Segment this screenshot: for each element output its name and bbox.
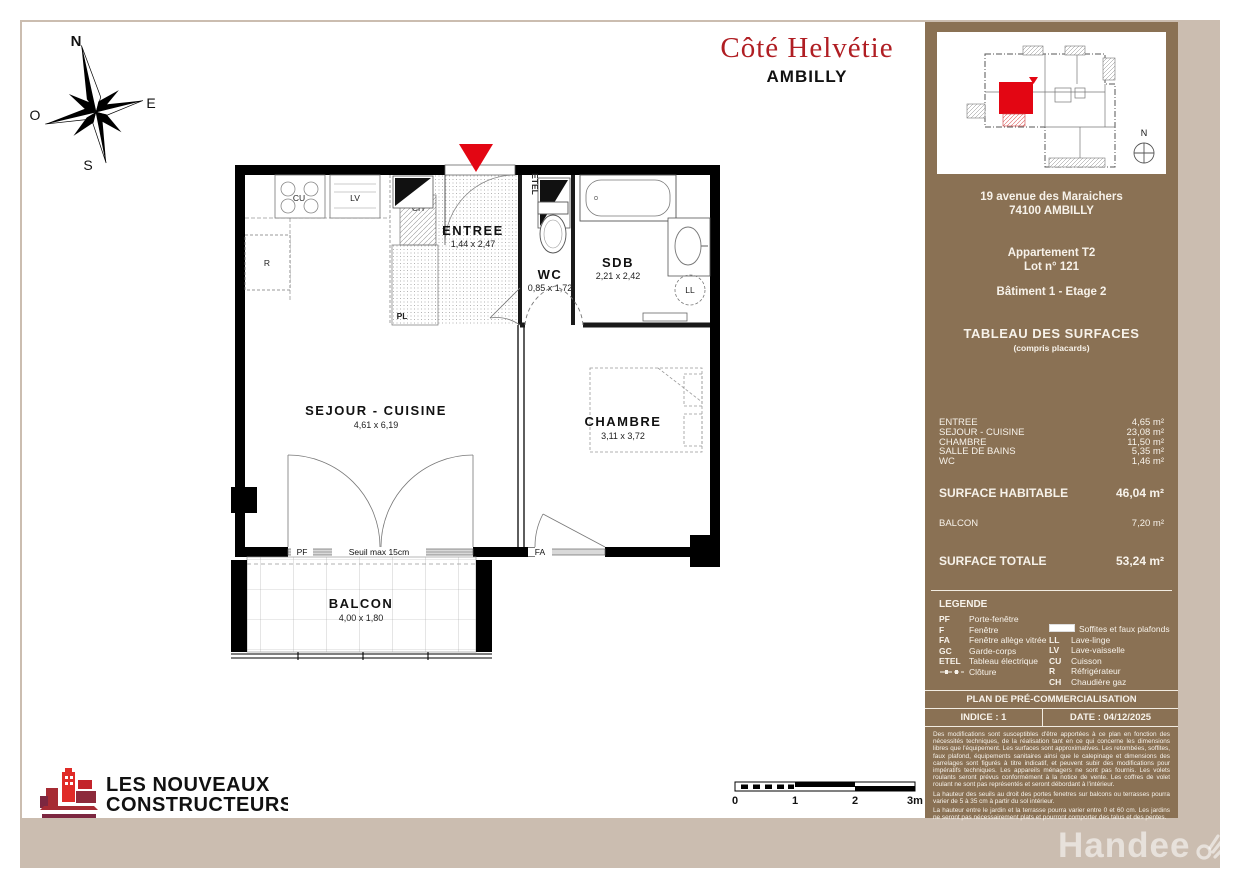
table-row bbox=[939, 447, 1164, 457]
compass-e: E bbox=[146, 95, 156, 111]
apartment-type: Appartement T2 bbox=[1007, 247, 1096, 259]
disclaimer-p3: La hauteur entre le jardin et la terrasse pourra varier entre 0 et 60 cm. Les jardins ne seront pas nécessairement plats et pourront comporter des talus et des pentes. bbox=[933, 807, 1170, 822]
room-sejour-dims: 4,61 x 6,19 bbox=[353, 420, 399, 430]
compass-s: S bbox=[83, 157, 93, 173]
disclaimer-p1: Des modifications sont susceptibles d'être apportées à ce plan en fonction des nécessités techniques, de la réalisation tant en ce qui concerne les dimensions libres que l'équipement. Les surfaces sont approximatives. Les retombées, soffites, faux plafond, équipements sanitaires ainsi que le calepinage et dimensions des carrelages sont figurés à titre indicatif, et peuvent subir des modifications pour impératifs techniques. Les appareils ménagers ne sont pas fournis. Les volets roulants seront prévus conformément à la notice de vente. Les coffres de volet roulant ne sont pas représentés et seront débordant à l'intérieur. bbox=[933, 731, 1170, 789]
scale-3m: 3m bbox=[907, 795, 923, 807]
legend-abbr: LL bbox=[1049, 634, 1060, 645]
ll-label: LL bbox=[685, 285, 695, 295]
scale-2: 2 bbox=[851, 795, 859, 807]
floor-key-plan bbox=[937, 32, 1166, 174]
room-sdb: SDB bbox=[602, 255, 634, 270]
legend-abbr: CU bbox=[1049, 655, 1062, 666]
lnc-buildings-icon bbox=[40, 768, 98, 816]
floor-plan bbox=[228, 140, 728, 700]
legend-abbr: PF bbox=[939, 614, 950, 624]
legend-label: Garde-corps bbox=[969, 645, 1017, 656]
legend-label: Clôture bbox=[969, 666, 997, 677]
legend-abbr: R bbox=[1049, 666, 1056, 676]
lnc-logo-line1: LES NOUVEAUX bbox=[106, 774, 270, 796]
cloture-symbol-icon bbox=[939, 667, 969, 678]
address-block bbox=[925, 190, 1178, 218]
surface-totale-row bbox=[939, 554, 1164, 568]
row-label: CHAMBRE bbox=[939, 436, 987, 448]
legend-label: Porte-fenêtre bbox=[969, 614, 1019, 624]
legend-item bbox=[939, 625, 1047, 636]
table-row bbox=[939, 457, 1164, 467]
sheet-content bbox=[22, 22, 1178, 822]
room-balcon-dims: 4,00 x 1,80 bbox=[338, 613, 384, 623]
legend-abbr: ETEL bbox=[939, 656, 961, 666]
row-label: WC bbox=[939, 456, 955, 468]
legend-label: Fenêtre allège vitrée bbox=[969, 635, 1047, 645]
row-label: ENTREE bbox=[939, 417, 978, 428]
legend-item bbox=[1049, 635, 1171, 646]
room-sdb-dims: 2,21 x 2,42 bbox=[595, 271, 641, 281]
etel-label: ETEL bbox=[530, 173, 540, 195]
legend-title: LEGENDE bbox=[939, 599, 988, 610]
legend-item bbox=[1049, 666, 1171, 677]
indice-cell: INDICE : 1 bbox=[925, 709, 1043, 726]
row-value: 23,08 m² bbox=[1126, 426, 1164, 438]
legend-label: Cuisson bbox=[1071, 655, 1102, 666]
radiator bbox=[643, 313, 687, 321]
indice-date-row bbox=[925, 709, 1178, 727]
minimap-balcony bbox=[1023, 46, 1043, 55]
row-value: 5,35 m² bbox=[1131, 446, 1164, 458]
surfaces-subtitle: (compris placards) bbox=[1013, 343, 1090, 353]
entree-floor bbox=[434, 175, 520, 325]
compass-rose bbox=[26, 24, 166, 184]
legend-item bbox=[939, 656, 1047, 667]
lnc-logo-line2: CONSTRUCTEURS bbox=[106, 794, 288, 816]
row-value: 1,46 m² bbox=[1131, 456, 1164, 468]
date-cell: DATE : 04/12/2025 bbox=[1069, 712, 1152, 723]
seuil-label: Seuil max 15cm bbox=[348, 547, 410, 557]
room-wc: WC bbox=[537, 267, 563, 282]
minimap-highlighted-unit bbox=[999, 82, 1033, 114]
minimap-north-label: N bbox=[1140, 128, 1148, 138]
scale-bar bbox=[725, 774, 935, 816]
address-line1: 19 avenue des Maraichers bbox=[980, 191, 1123, 203]
minimap-compass-icon bbox=[1134, 143, 1154, 163]
legend-label: Lave-vaisselle bbox=[1071, 645, 1125, 655]
disclaimer-text bbox=[933, 731, 1170, 823]
minimap-balcony bbox=[1049, 158, 1105, 167]
minimap-balcony bbox=[967, 104, 985, 118]
project-title-block bbox=[662, 32, 952, 87]
room-balcon: BALCON bbox=[328, 596, 394, 611]
entry-door-opening bbox=[445, 165, 515, 175]
dishwasher-label: LV bbox=[350, 193, 360, 203]
scale-0: 0 bbox=[731, 795, 739, 807]
legend-item bbox=[939, 635, 1047, 646]
legend-abbr: LV bbox=[1049, 645, 1060, 655]
legend-label: Soffites et faux plafonds bbox=[1079, 624, 1170, 634]
project-city: AMBILLY bbox=[766, 67, 848, 86]
legend-abbr: CH bbox=[1049, 676, 1062, 687]
legend-item bbox=[939, 646, 1047, 657]
pl-label: PL bbox=[396, 311, 408, 321]
legend-label: Réfrigérateur bbox=[1071, 666, 1121, 676]
legend-item bbox=[939, 614, 1047, 625]
room-entree-dims: 1,44 x 2,47 bbox=[450, 239, 496, 249]
balcon-row bbox=[939, 518, 1164, 529]
habitable-label: SURFACE HABITABLE bbox=[939, 486, 1069, 500]
surfaces-table bbox=[939, 418, 1164, 467]
compass-o: O bbox=[29, 107, 41, 123]
watermark bbox=[1058, 826, 1224, 866]
legend-left-column bbox=[939, 614, 1047, 677]
watermark-text: Handee bbox=[1058, 826, 1191, 865]
fa-label: FA bbox=[534, 547, 546, 557]
plan-type-banner: PLAN DE PRÉ-COMMERCIALISATION bbox=[925, 690, 1178, 709]
row-value: 4,65 m² bbox=[1131, 417, 1164, 428]
minimap-balcony bbox=[1103, 58, 1115, 80]
legend-label: Lave-linge bbox=[1071, 634, 1111, 645]
apartment-block bbox=[925, 246, 1178, 274]
fa-window-swing bbox=[535, 514, 605, 547]
balcony-railing bbox=[231, 652, 492, 660]
surfaces-title: TABLEAU DES SURFACES bbox=[963, 326, 1140, 341]
info-sidebar bbox=[925, 22, 1178, 822]
legend-item bbox=[1049, 624, 1171, 635]
toilet-tank bbox=[538, 202, 568, 214]
lot-number: Lot n° 121 bbox=[1023, 261, 1080, 273]
totale-label: SURFACE TOTALE bbox=[939, 554, 1047, 568]
compass-n: N bbox=[70, 33, 82, 50]
legend-right-column bbox=[1049, 624, 1171, 687]
pf-door-swing bbox=[288, 455, 473, 547]
balcon-label: BALCON bbox=[939, 518, 979, 529]
surface-habitable-row bbox=[939, 486, 1164, 500]
address-line2: 74100 AMBILLY bbox=[1009, 205, 1094, 217]
row-label: SALLE DE BAINS bbox=[939, 446, 1016, 458]
cooktop-label: CU bbox=[292, 193, 306, 203]
row-label: SEJOUR - CUISINE bbox=[939, 426, 1025, 438]
legend-item bbox=[939, 667, 1047, 678]
habitable-value: 46,04 m² bbox=[1115, 486, 1164, 500]
legend-item bbox=[1049, 656, 1171, 667]
legend-item bbox=[1049, 645, 1171, 656]
legend-abbr: GC bbox=[939, 645, 952, 656]
room-chambre-dims: 3,11 x 3,72 bbox=[601, 431, 645, 441]
totale-value: 53,24 m² bbox=[1115, 554, 1164, 568]
minimap-balcony bbox=[1065, 46, 1085, 55]
scale-1: 1 bbox=[791, 795, 799, 807]
project-title: Côté Helvétie bbox=[720, 32, 894, 64]
legend-label: Chaudière gaz bbox=[1071, 676, 1127, 687]
row-value: 11,50 m² bbox=[1127, 436, 1164, 448]
legend-label: Tableau électrique bbox=[969, 656, 1038, 666]
ok-hand-icon bbox=[1194, 830, 1224, 862]
legend-label: Fenêtre bbox=[969, 624, 999, 635]
room-chambre: CHAMBRE bbox=[584, 414, 662, 429]
legend-item bbox=[1049, 677, 1171, 688]
soffit-swatch bbox=[1049, 624, 1075, 632]
disclaimer-p2: La hauteur des seuils au droit des portes fenetres sur balcons ou terrasses pourra varier de 5 à 35 cm à partir du sol intérieur. bbox=[933, 790, 1170, 805]
room-wc-dims: 0,85 x 1,72 bbox=[527, 283, 573, 293]
room-entree: ENTREE bbox=[442, 223, 504, 238]
lnc-logo bbox=[38, 766, 288, 828]
fridge-label: R bbox=[263, 258, 271, 268]
minimap-unit-balcony bbox=[1003, 114, 1025, 126]
legend-abbr: F bbox=[939, 624, 945, 635]
legend-abbr: FA bbox=[939, 635, 950, 645]
divider bbox=[931, 590, 1172, 591]
room-sejour: SEJOUR - CUISINE bbox=[305, 403, 447, 418]
building-floor: Bâtiment 1 - Etage 2 bbox=[996, 286, 1107, 298]
pf-label: PF bbox=[296, 547, 308, 557]
balcon-value: 7,20 m² bbox=[1131, 518, 1164, 529]
